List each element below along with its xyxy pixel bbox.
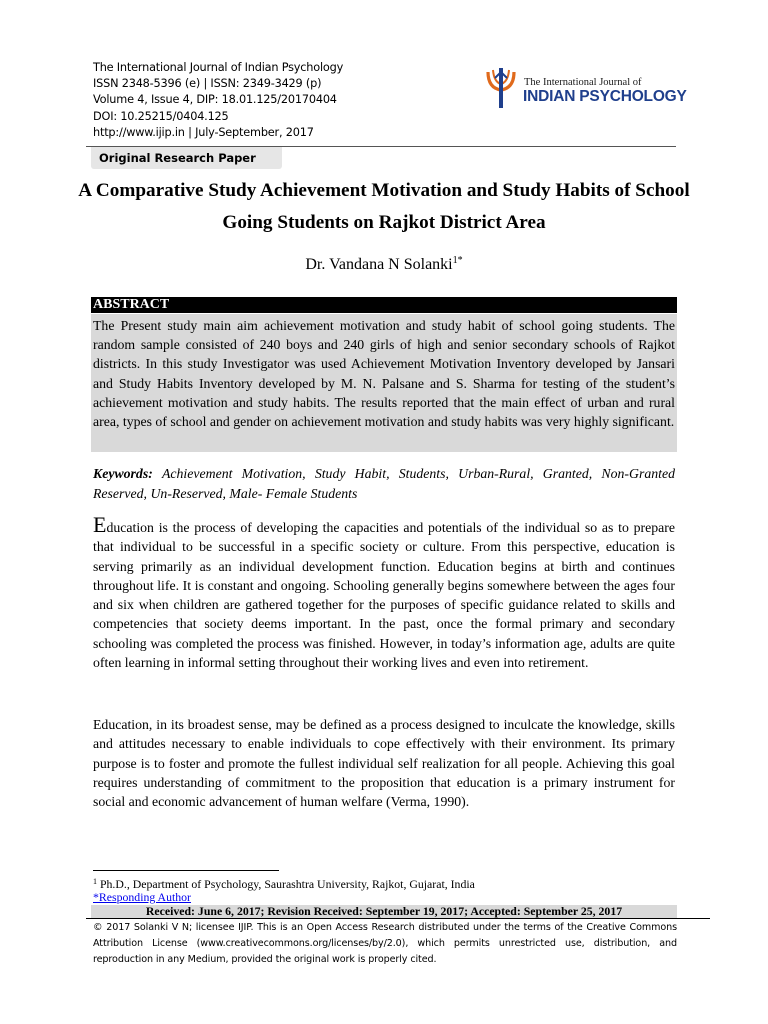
author-line	[0, 255, 768, 274]
footnote-affiliation	[93, 875, 475, 891]
journal-header-info	[93, 60, 343, 141]
footer-divider	[86, 918, 710, 919]
website-line[interactable]: http://www.ijip.in | July-September, 2017	[93, 125, 314, 139]
paper-type-label: Original Research Paper	[91, 147, 282, 169]
body-paragraph-1	[93, 512, 675, 672]
doi-line: DOI: 10.25215/0404.125	[93, 109, 229, 123]
paragraph-1-text: ducation is the process of developing the capacities and potentials of the individual so as to prepare that individual to be successful in a specific society or culture. From this perspective, education is serving primarily as an individual development function. Education begins at birth and continues throughout life. It is constant and ongoing. Schooling generally begins somewhere between the ages four and six when children are gathered together for the purposes of specific guidance related to skills and competencies that society deems important. In the past, once the formal primary and secondary schooling was completed the process was finished. However, in today’s information age, adults are quite often learning in informal setting throughout their working lives and even into retirement.	[93, 520, 675, 671]
author-name: Dr. Vandana N Solanki	[305, 256, 453, 273]
logo-text-line1: The International Journal of	[524, 77, 642, 88]
paper-title: A Comparative Study Achievement Motivation and Study Habits of School Going Students on Rajkot District Area	[78, 180, 690, 233]
received-dates: Received: June 6, 2017; Revision Received: September 19, 2017; Accepted: September 25, 2017	[91, 905, 677, 918]
abstract-heading: ABSTRACT	[91, 297, 677, 313]
footnote-text: Ph.D., Department of Psychology, Saurashtra University, Rajkot, Gujarat, India	[97, 877, 475, 891]
author-marker: 1*	[452, 255, 463, 266]
journal-logo	[484, 66, 687, 110]
keywords-text: Achievement Motivation, Study Habit, Students, Urban-Rural, Granted, Non-Granted Reserved, Un-Reserved, Male- Female Students	[93, 466, 675, 501]
journal-name: The International Journal of Indian Psychology	[93, 61, 344, 74]
keywords	[93, 464, 675, 503]
issn-line: ISSN 2348-5396 (e) | ISSN: 2349-3429 (p)	[93, 77, 322, 91]
body-paragraph-2: Education, in its broadest sense, may be defined as a process designed to inculcate the knowledge, skills and attitudes necessary to enable individuals to cope effectively with their environment. Its primary purpose is to foster and promote the fullest individual self realization for all people. Achieving this goal requires understanding of commitment to the proposition that education is a primary instrument for social and economic advancement of human welfare (Verma, 1990).	[93, 717, 675, 810]
logo-text-line2: INDIAN PSYCHOLOGY	[523, 88, 687, 105]
footnote-marker: 1	[93, 877, 97, 886]
responding-author-link[interactable]: *Responding Author	[93, 890, 191, 904]
dropcap-letter: E	[93, 512, 107, 537]
psi-logo-icon	[484, 66, 518, 110]
volume-line: Volume 4, Issue 4, DIP: 18.01.125/20170404	[93, 93, 337, 107]
abstract-text: The Present study main aim achievement motivation and study habit of school going students. The random sample consisted of 240 boys and 240 girls of high and senior secondary schools of Rajkot districts. In this study Investigator was used Achievement Motivation Inventory developed by Jansari and Study Habits Inventory developed by M. N. Palsane and S. Sharma for testing of the student’s achievement motivation and study habits. The results reported that the main effect of urban and rural area, types of school and gender on achievement motivation and study habits was very highly significant.	[91, 314, 677, 452]
keywords-label: Keywords:	[93, 466, 153, 481]
footnote-rule	[93, 870, 279, 871]
license-text: © 2017 Solanki V N; licensee IJIP. This is an Open Access Research distributed under the terms of the Creative Commons Attribution License (www.creativecommons.org/licenses/by/2.0), which permits unrestricted use, distribution, and reproduction in any Medium, provided the original work is properly cited.	[93, 922, 677, 966]
